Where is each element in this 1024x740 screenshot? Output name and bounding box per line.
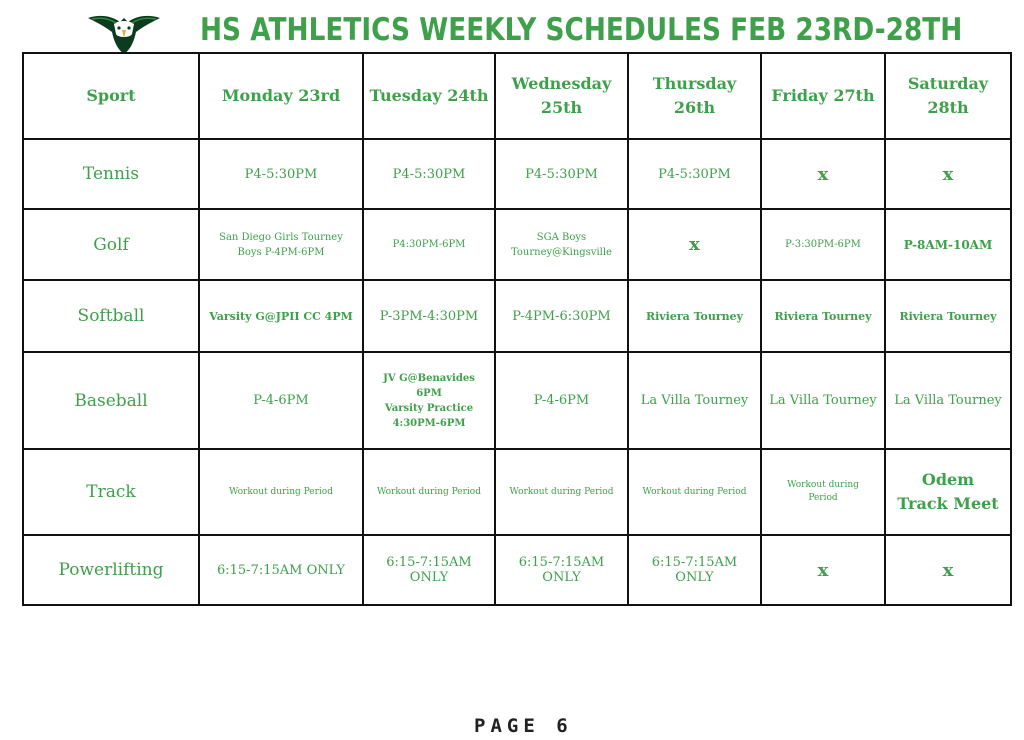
schedule-cell: 6:15-7:15AM ONLY [628, 535, 761, 605]
sport-cell: Baseball [23, 352, 199, 449]
schedule-cell: Workout during Period [363, 449, 495, 535]
schedule-cell: SGA Boys Tourney@Kingsville [495, 209, 628, 280]
column-header: Friday 27th [761, 53, 885, 139]
table-row [23, 449, 1011, 535]
schedule-cell: Varsity G@JPII CC 4PM [199, 280, 363, 352]
table-row [23, 139, 1011, 209]
table-row [23, 535, 1011, 605]
schedule-cell: P4-5:30PM [199, 139, 363, 209]
column-header: Wednesday 25th [495, 53, 628, 139]
schedule-cell: Workout during Period [199, 449, 363, 535]
column-header: Tuesday 24th [363, 53, 495, 139]
schedule-cell: Riviera Tourney [885, 280, 1011, 352]
schedule-cell: x [628, 209, 761, 280]
schedule-cell: Odem Track Meet [885, 449, 1011, 535]
header-row [23, 53, 1011, 139]
sport-cell: Softball [23, 280, 199, 352]
schedule-cell: Workout during Period [495, 449, 628, 535]
schedule-cell: P4:30PM-6PM [363, 209, 495, 280]
schedule-table [22, 52, 1012, 606]
schedule-cell: P-3:30PM-6PM [761, 209, 885, 280]
table-row [23, 280, 1011, 352]
sport-cell: Powerlifting [23, 535, 199, 605]
schedule-cell: P-3PM-4:30PM [363, 280, 495, 352]
schedule-cell: P4-5:30PM [363, 139, 495, 209]
sport-cell: Golf [23, 209, 199, 280]
schedule-cell: JV G@Benavides 6PM Varsity Practice 4:30PM-6PM [363, 352, 495, 449]
sport-cell: Tennis [23, 139, 199, 209]
sport-cell: Track [23, 449, 199, 535]
schedule-cell: P-4PM-6:30PM [495, 280, 628, 352]
column-header: Sport [23, 53, 199, 139]
schedule-cell: 6:15-7:15AM ONLY [199, 535, 363, 605]
column-header: Thursday 26th [628, 53, 761, 139]
eagle-logo-icon [86, 8, 162, 56]
schedule-cell: x [761, 535, 885, 605]
schedule-cell: x [885, 139, 1011, 209]
schedule-cell: 6:15-7:15AM ONLY [363, 535, 495, 605]
table-row [23, 209, 1011, 280]
schedule-cell: La Villa Tourney [628, 352, 761, 449]
schedule-cell: P-8AM-10AM [885, 209, 1011, 280]
page-number: PAGE 6 [474, 715, 573, 737]
schedule-cell: P4-5:30PM [628, 139, 761, 209]
schedule-cell: San Diego Girls Tourney Boys P-4PM-6PM [199, 209, 363, 280]
schedule-cell: La Villa Tourney [761, 352, 885, 449]
schedule-cell: x [885, 535, 1011, 605]
schedule-cell: P-4-6PM [495, 352, 628, 449]
column-header: Monday 23rd [199, 53, 363, 139]
schedule-cell: Workout during Period [761, 449, 885, 535]
page-title: HS ATHLETICS WEEKLY SCHEDULES FEB 23RD-28TH [200, 12, 963, 48]
schedule-cell: P4-5:30PM [495, 139, 628, 209]
table-row [23, 352, 1011, 449]
schedule-cell: 6:15-7:15AM ONLY [495, 535, 628, 605]
schedule-cell: P-4-6PM [199, 352, 363, 449]
schedule-cell: Riviera Tourney [761, 280, 885, 352]
schedule-cell: Workout during Period [628, 449, 761, 535]
column-header: Saturday 28th [885, 53, 1011, 139]
schedule-cell: La Villa Tourney [885, 352, 1011, 449]
schedule-cell: Riviera Tourney [628, 280, 761, 352]
schedule-cell: x [761, 139, 885, 209]
